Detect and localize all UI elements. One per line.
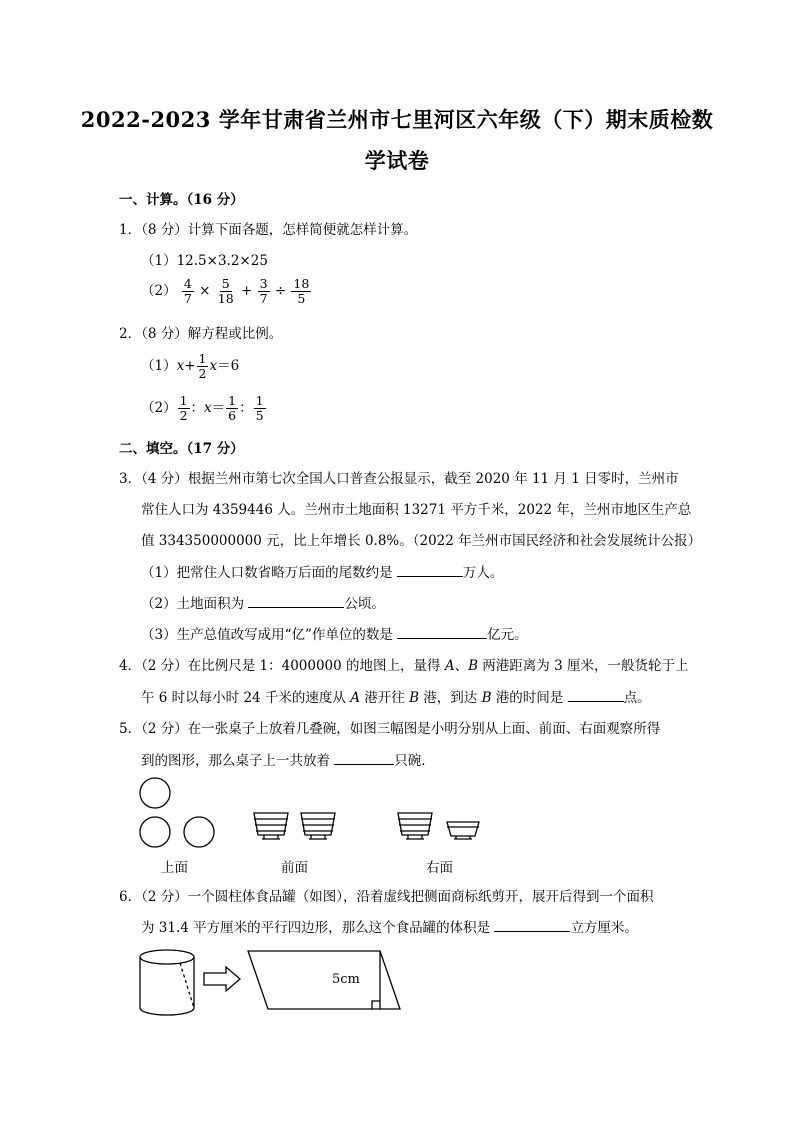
- text: 4．（2 分）在比例尺是 1：4000000 的地图上，量得: [119, 658, 445, 674]
- fraction: $\frac{1}{6}$: [228, 393, 237, 423]
- q3-sub3-unit: 亿元。: [487, 627, 528, 643]
- port-b: B: [468, 658, 478, 674]
- fraction: $\frac{1}{2}$: [198, 351, 207, 381]
- q2-stem: 2．（8 分）解方程或比例。: [119, 326, 283, 342]
- port-b: B: [481, 690, 492, 706]
- q5-line2: [141, 749, 435, 769]
- cylinder-shape: [140, 950, 194, 1015]
- answer-blank[interactable]: [334, 750, 394, 765]
- caption-right-view: 右面: [426, 860, 453, 876]
- height-label: 5cm: [332, 972, 360, 987]
- operator: ×: [199, 283, 211, 299]
- text: 为 31.4 平方厘米的平行四边形，那么这个食品罐的体积是: [141, 920, 495, 936]
- text: 港，到达: [419, 690, 482, 706]
- top-view-circle: [140, 778, 170, 808]
- bowl-views-figure: [0, 775, 794, 875]
- answer-blank[interactable]: [248, 593, 344, 608]
- caption-front-view: 前面: [281, 860, 308, 876]
- text: 港开往: [359, 690, 410, 706]
- text: 立方厘米。: [570, 920, 638, 936]
- equals-sign: ＝: [211, 400, 226, 416]
- q6-line2: [141, 916, 638, 936]
- exam-title-line2: 学试卷: [364, 148, 430, 173]
- port-b: B: [409, 690, 419, 706]
- operator: ÷: [274, 283, 287, 299]
- q4-line2: [141, 686, 651, 706]
- answer-blank[interactable]: [568, 687, 624, 702]
- text: 只碗．: [394, 753, 435, 769]
- text: 午 6 时以每小时 24 千米的速度从: [141, 690, 351, 706]
- fraction: $\frac{5}{18}$: [217, 276, 234, 306]
- operator: +: [240, 283, 253, 299]
- q2-part1-label: （1）: [141, 358, 177, 374]
- top-view-circle: [140, 817, 170, 847]
- q3-sub1: [141, 561, 503, 581]
- variable: x: [176, 358, 185, 374]
- answer-blank[interactable]: [397, 562, 463, 577]
- q2-part1: [141, 352, 239, 381]
- q1-part2-label: （2）: [141, 283, 177, 299]
- exam-title-line1: 2022-2023 学年甘肃省兰州市七里河区六年级（下）期末质检数: [80, 107, 714, 132]
- front-view-stack-right: [301, 813, 335, 839]
- q3-sub2-unit: 公顷。: [344, 596, 385, 612]
- text: 点。: [623, 690, 651, 706]
- ratio-colon: ：: [239, 400, 253, 416]
- q3-sub1-unit: 万人。: [462, 565, 504, 581]
- text: 两港距离为 3 厘米，一般货轮于上: [477, 658, 689, 674]
- variable: x: [204, 400, 212, 416]
- caption-top-view: 上面: [161, 860, 188, 876]
- answer-blank[interactable]: [494, 917, 570, 932]
- text: 、: [454, 658, 469, 674]
- cylinder-unfold-figure: [0, 945, 794, 1025]
- answer-blank[interactable]: [397, 624, 487, 639]
- section1-heading: 一、计算。（16 分）: [119, 192, 244, 208]
- q6-line1: 6．（2 分）一个圆柱体食品罐（如图），沿着虚线把侧面商标纸剪开，展开后得到一个面积: [119, 889, 654, 905]
- fraction: $\frac{1}{2}$: [179, 393, 188, 423]
- port-a: A: [350, 690, 360, 706]
- q3-sub1-text: （1）把常住人口数省略万后面的尾数约是: [141, 565, 397, 581]
- right-view-stack-tall: [398, 813, 432, 839]
- front-view-stack-left: [254, 813, 288, 839]
- q3-sub3: [141, 623, 528, 643]
- q3-line2: 常住人口为 4359446 人。兰州市土地面积 13271 平方千米，2022 年，兰州市地区生产总: [141, 502, 692, 518]
- arrow-shape: [204, 967, 240, 991]
- fraction: $\frac{18}{5}$: [293, 276, 310, 306]
- q1-part1: （1）12.5×3.2×25: [141, 253, 268, 269]
- right-view-stack-short: [447, 822, 479, 839]
- fraction: $\frac{4}{7}$: [183, 276, 192, 306]
- q1-part2: [141, 277, 312, 306]
- q4-line1: [119, 654, 688, 674]
- text: 到的图形，那么桌子上一共放着: [141, 753, 335, 769]
- ratio-colon: ：: [190, 400, 205, 416]
- section2-heading: 二、填空。（17 分）: [119, 441, 244, 457]
- text: 港的时间是: [491, 690, 568, 706]
- q3-sub2: [141, 592, 385, 612]
- q2-part2-label: （2）: [141, 400, 177, 416]
- variable: x: [209, 358, 218, 374]
- q2-part2: [141, 394, 267, 423]
- operator: +: [184, 358, 196, 374]
- fraction: $\frac{1}{5}$: [255, 393, 264, 423]
- q1-stem: 1．（8 分）计算下面各题，怎样简便就怎样计算。: [119, 222, 418, 238]
- port-a: A: [444, 658, 455, 674]
- equation-rest: ＝6: [217, 358, 240, 374]
- q3-line1: 3．（4 分）根据兰州市第七次全国人口普查公报显示，截至 2020 年 11 月 1 日零时，兰州市: [119, 471, 679, 487]
- q3-sub3-text: （3）生产总值改写成用“亿”作单位的数是: [141, 627, 398, 643]
- q3-sub2-text: （2）土地面积为: [141, 596, 249, 612]
- parallelogram-shape: [248, 951, 400, 1009]
- fraction: $\frac{3}{7}$: [259, 276, 268, 306]
- q5-line1: 5．（2 分）在一张桌子上放着几叠碗，如图三幅图是小明分别从上面、前面、右面观察所得: [119, 721, 661, 737]
- q3-line3: 值 334350000000 元，比上年增长 0.8%。（2022 年兰州市国民经济和社会发展统计公报）: [141, 533, 702, 549]
- top-view-circle: [184, 817, 214, 847]
